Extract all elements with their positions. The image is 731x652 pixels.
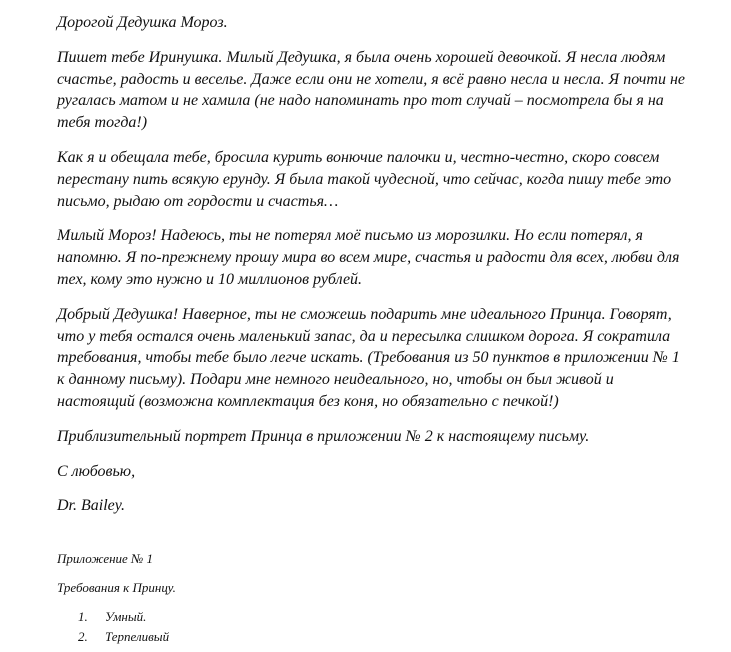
letter-paragraph: Милый Мороз! Надеюсь, ты не потерял моё письмо из морозилки. Но если потерял, я напомню. Я по-прежнему прошу мира во всем мире, счастья и радости для всех, любви для тех, кому это нужно и 10 миллионов рублей. — [57, 227, 680, 288]
requirement-item — [57, 627, 687, 647]
requirement-number: 1. — [78, 609, 88, 625]
letter-paragraph: Dr. Bailey. — [57, 497, 125, 515]
letter-paragraph: С любовью, — [57, 462, 136, 480]
appendix-title: Приложение № 1 — [57, 551, 154, 567]
appendix-subtitle: Требования к Принцу. — [57, 580, 176, 596]
requirement-number: 2. — [78, 629, 88, 645]
letter-paragraph: Добрый Дедушка! Наверное, ты не сможешь подарить мне идеального Принца. Говорят, что у тебя остался очень маленький запас, да и пересылка слишком дорога. Я сократила требования, чтобы тебе было легче искать. (Требования из 50 пунктов в приложении № 1 к данному письму). Подари мне немного неидеального, но, чтобы он был живой и настоящий (возможна комплектация без коня, но обязательно с печкой!) — [57, 305, 680, 410]
requirements-list — [57, 607, 687, 647]
letter-body — [57, 12, 687, 517]
appendix-section — [57, 549, 687, 647]
requirement-item — [57, 607, 687, 627]
requirement-label: Терпеливый — [105, 629, 170, 645]
letter-paragraph: Как я и обещала тебе, бросила курить вонючие палочки и, честно-честно, скоро совсем перестану пить всякую ерунду. Я была такой чудесной, что сейчас, когда пишу тебе это письмо, рыдаю от гордости и счастья… — [57, 148, 672, 210]
requirement-label: Умный. — [105, 609, 147, 625]
letter-paragraph: Дорогой Дедушка Мороз. — [57, 14, 228, 31]
letter-paragraph: Приблизительный портрет Принца в приложении № 2 к настоящему письму. — [57, 427, 590, 445]
letter-paragraph: Пишет тебе Иринушка. Милый Дедушка, я была очень хорошей девочкой. Я несла людям счастье, радость и веселье. Даже если они не хотели, я всё равно несла и несла. Я почти не ругалась матом и не хамила (не надо напоминать про тот случай – посмотрела бы я на тебя тогда!) — [57, 48, 686, 132]
